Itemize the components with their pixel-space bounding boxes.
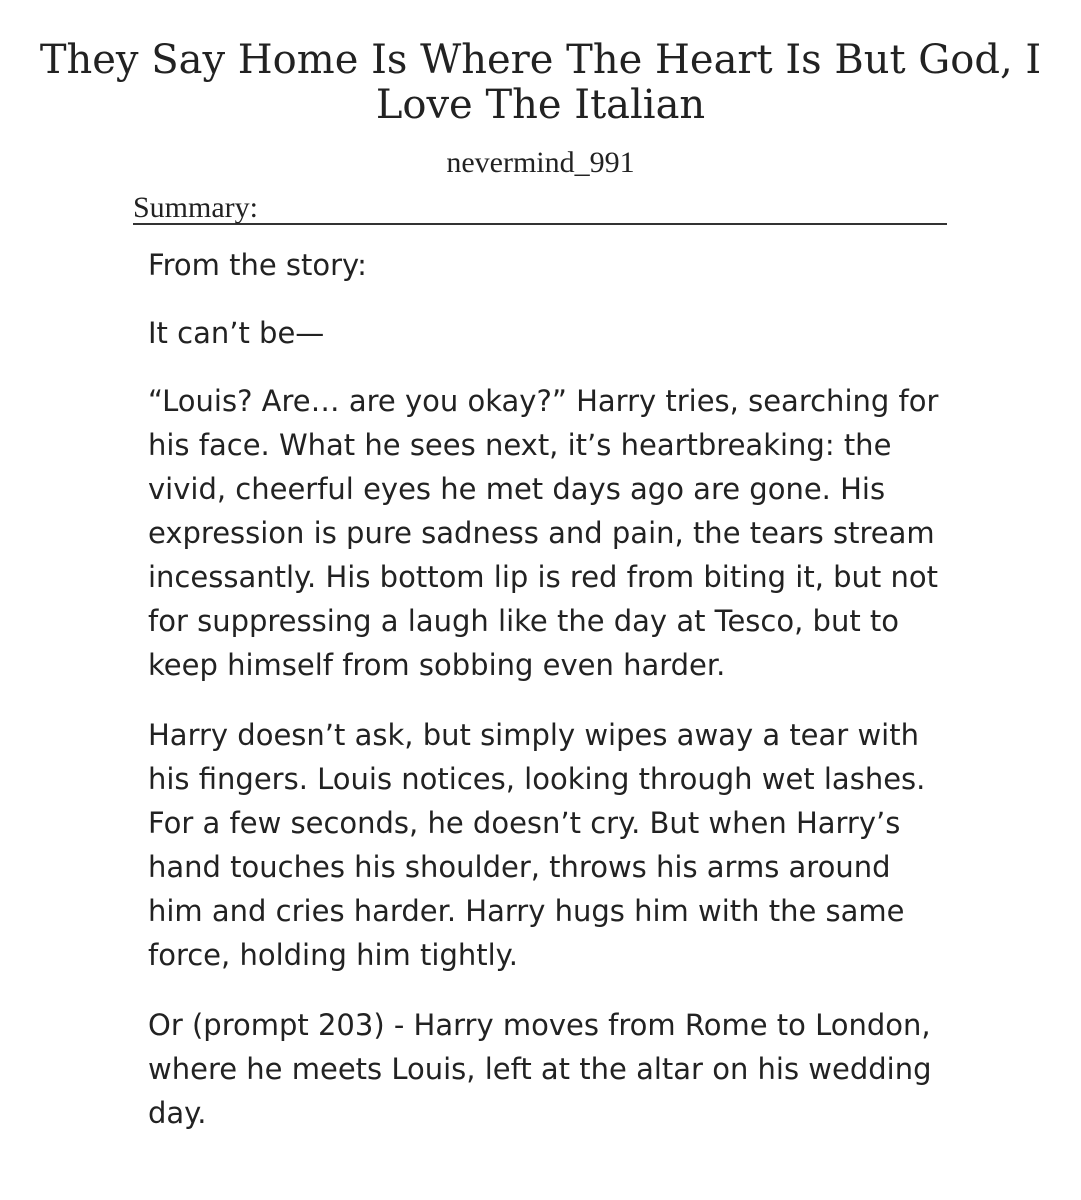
summary-text xyxy=(148,243,948,1161)
summary-paragraph: Or (prompt 203) - Harry moves from Rome to London, where he meets Louis, left at the altar on his wedding day. xyxy=(148,1008,932,1130)
author-name[interactable]: nevermind_991 xyxy=(446,146,635,179)
summary-paragraph: From the story: xyxy=(148,248,367,282)
summary-paragraph: “Louis? Are… are you okay?” Harry tries, searching for his face. What he sees next, it’s heartbreaking: the vivid, cheerful eyes he met days ago are gone. His expression is pure sadness and pain, the tears stream incessantly. His bottom lip is red from biting it, but not for suppressing a laugh like the day at Tesco, but to keep himself from sobbing even harder. xyxy=(148,384,939,682)
summary-paragraph: Harry doesn’t ask, but simply wipes away a tear with his fingers. Louis notices, looking through wet lashes. For a few seconds, he doesn’t cry. But when Harry’s hand touches his shoulder, throws his arms around him and cries harder. Harry hugs him with the same force, holding him tightly. xyxy=(148,718,926,972)
summary-paragraph: It can’t be— xyxy=(148,316,325,350)
summary-label: Summary: xyxy=(133,191,258,224)
summary-heading xyxy=(133,193,947,225)
work-title: They Say Home Is Where The Heart Is But God, I Love The Italian xyxy=(39,37,1042,128)
